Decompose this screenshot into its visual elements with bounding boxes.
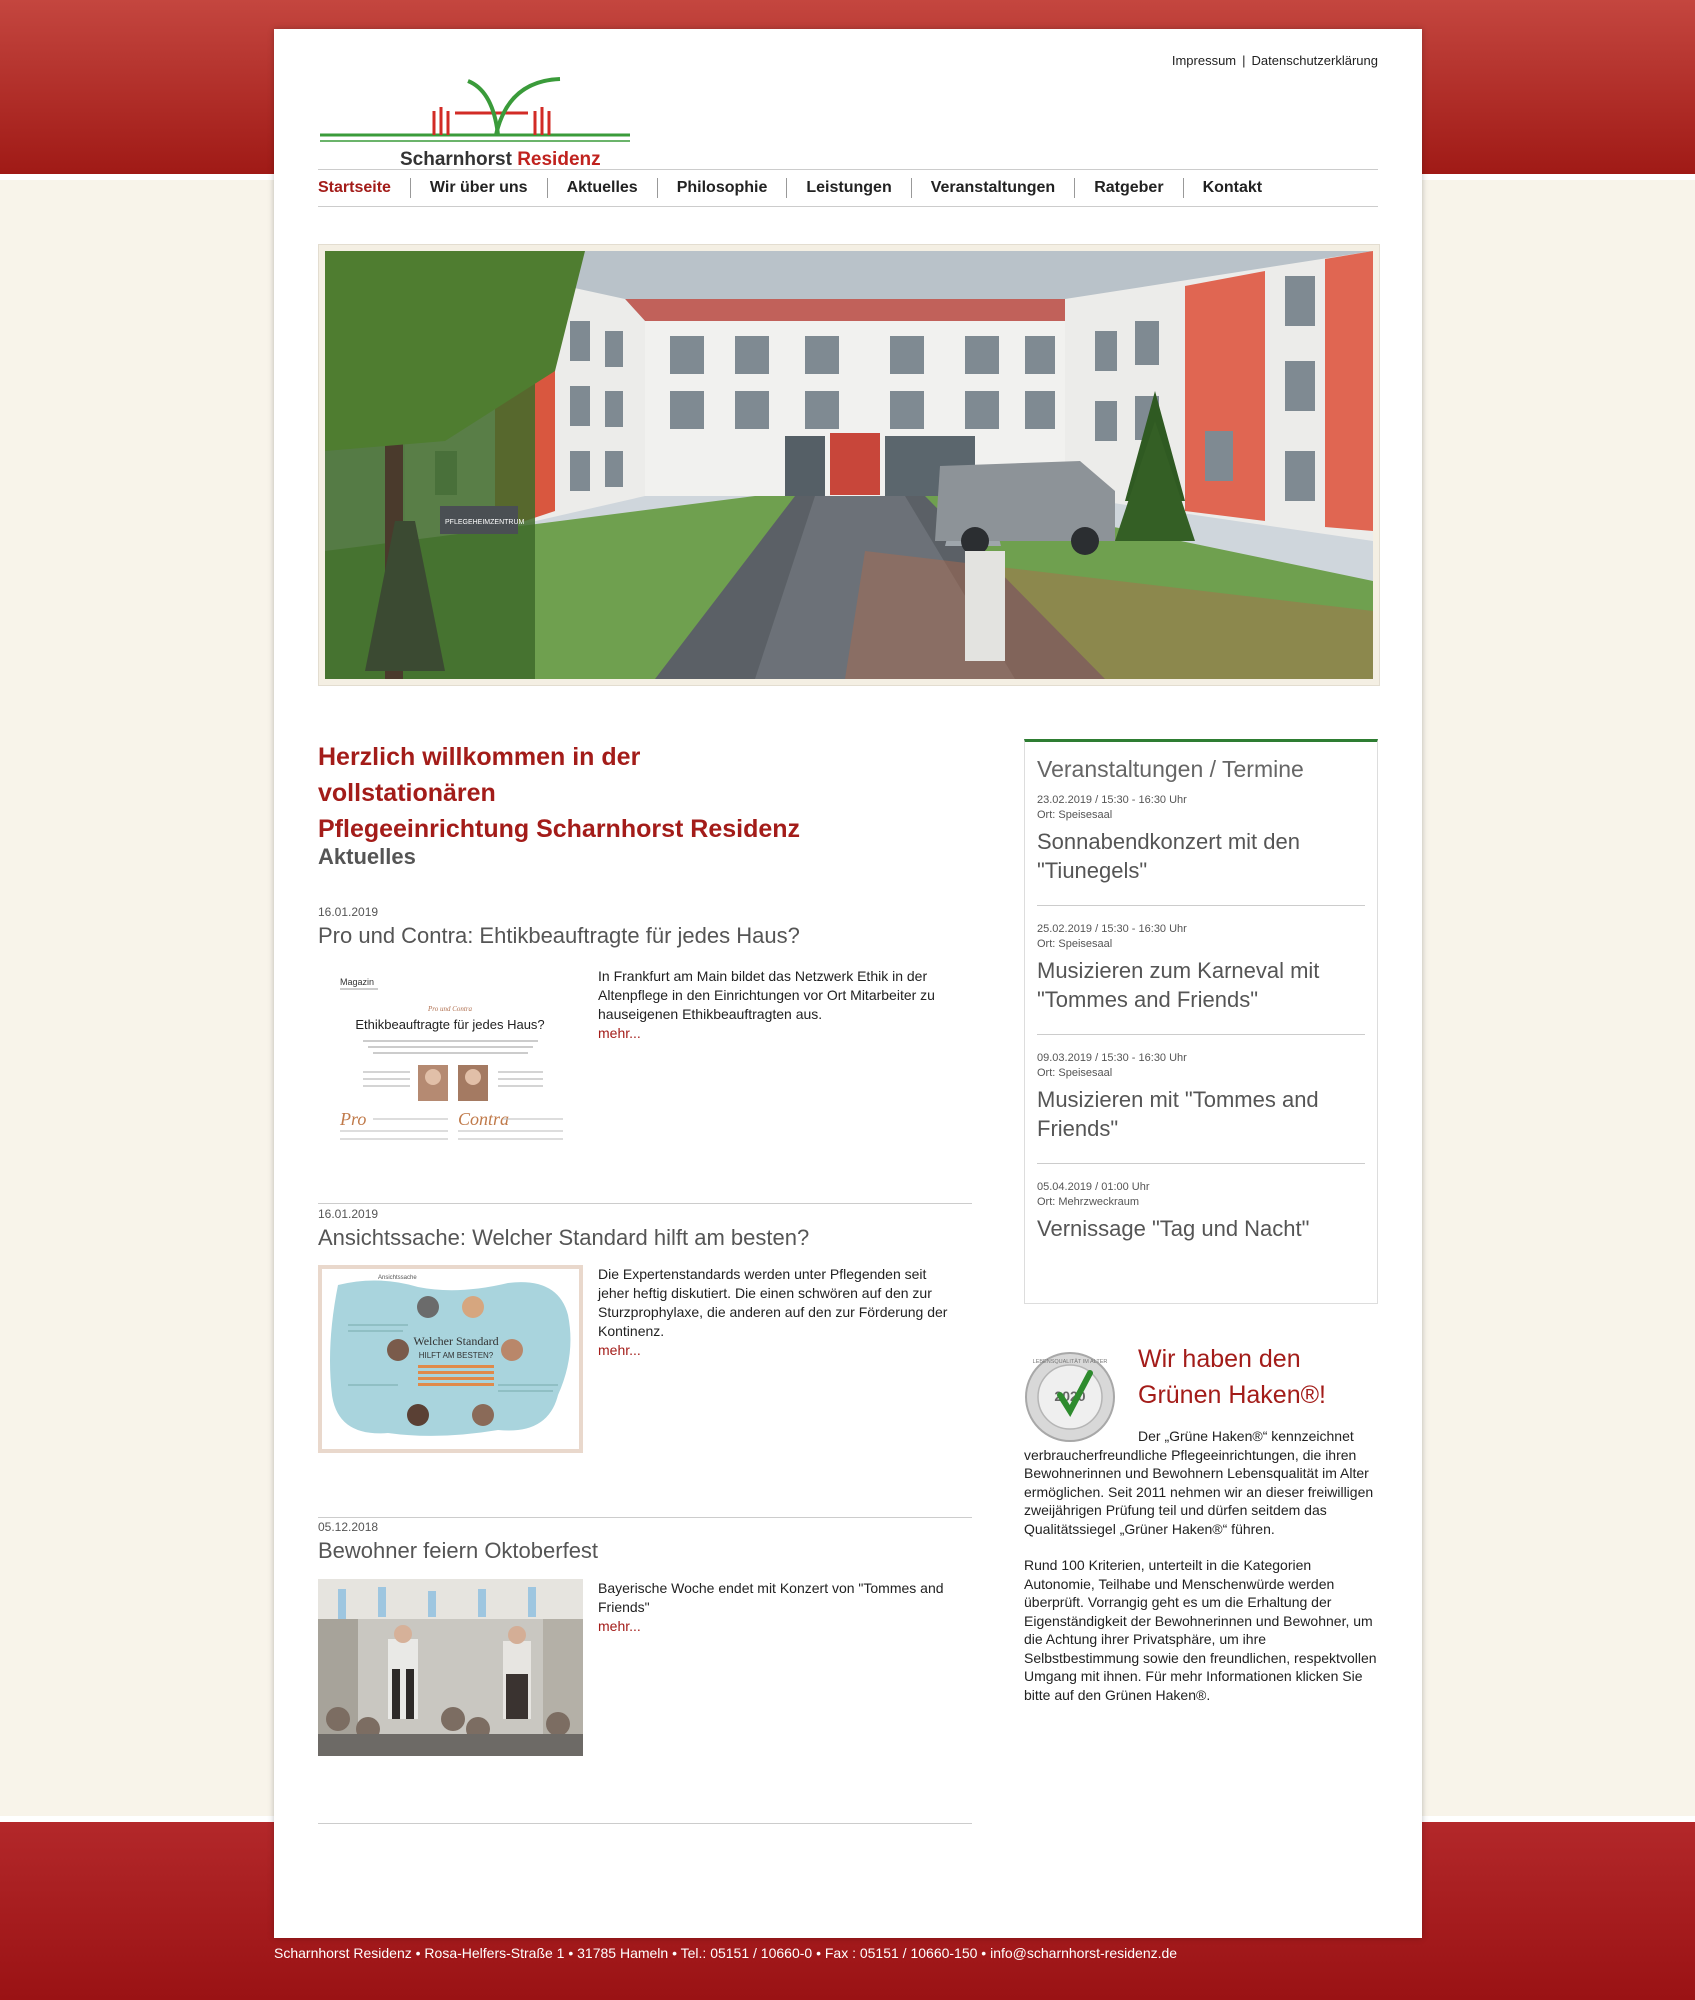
- nav-philosophie[interactable]: Philosophie: [657, 178, 787, 198]
- news-date: 05.12.2018: [318, 1520, 379, 1534]
- datenschutz-link[interactable]: Datenschutzerklärung: [1251, 53, 1378, 68]
- haken-paragraph-1: Der „Grüne Haken®“ kennzeichnet verbraucherfreundliche Pflegeeinrichtungen, die ihren Bewohnerinnen und Bewohnern Lebensqualität im Alter ermöglichen. Seit 2011 nehmen wir an dieser freiwilligen zweijährigen Prüfung teil und dürfen seitdem das Qualitätssiegel „Grüner Haken®“ führen.: [1024, 1428, 1374, 1537]
- news-teaser-text: Die Expertenstandards werden unter Pflegenden seit jeher heftig diskutiert. Die einen schwören auf den zur Sturzprophylaxe, die anderen auf den zur Förderung der Kontinenz.: [598, 1266, 948, 1339]
- thumb-contra: Contra: [458, 1109, 510, 1129]
- thumb-pro: Pro: [340, 1109, 367, 1129]
- hero-image: [318, 244, 1380, 686]
- news-teaser-text: In Frankfurt am Main bildet das Netzwerk Ethik in der Altenpflege in den Einrichtungen vor Ort Mitarbeiter zu hauseigenen Ethikbeauftragten aus.: [598, 968, 935, 1022]
- events-heading: Veranstaltungen / Termine: [1037, 756, 1304, 782]
- news-item: [318, 1520, 972, 1825]
- aktuelles-heading: Aktuelles: [318, 844, 416, 869]
- news-divider: [318, 1517, 972, 1518]
- event-item[interactable]: [1037, 1164, 1365, 1263]
- logo-text-scharnhorst: Scharnhorst: [400, 149, 512, 170]
- main-nav: [318, 169, 1378, 207]
- haken-title: [1138, 1341, 1378, 1413]
- gruener-haken-badge[interactable]: [1024, 1351, 1116, 1443]
- news-date: 16.01.2019: [318, 1207, 379, 1221]
- oktoberfest-photo: [318, 1579, 583, 1756]
- welcome-heading: [318, 739, 818, 847]
- news-date: 16.01.2019: [318, 905, 379, 919]
- event-title[interactable]: Musizieren mit "Tommes and Friends": [1037, 1087, 1319, 1141]
- event-title[interactable]: Sonnabendkonzert mit den "Tiunegels": [1037, 829, 1300, 883]
- news-teaser: [598, 1579, 958, 1636]
- building-photo: [325, 251, 1373, 679]
- haken-paragraph-2: Rund 100 Kriterien, unterteilt in die Kategorien Autonomie, Teilhabe und Menschenwürde werden überprüft. Vorrangig geht es um die Erhaltung der Eigenständigkeit der Bewohnerinnen und Bewohner, um die Achtung ihrer Privatsphäre, um ihre Selbstbestimmung sowie den freundlichen, respektvollen Umgang mit ihnen. Für mehr Informationen klicken Sie bitte auf den Grünen Haken®.: [1024, 1557, 1377, 1703]
- event-item[interactable]: [1037, 906, 1365, 1035]
- event-item[interactable]: [1037, 783, 1365, 906]
- impressum-link[interactable]: Impressum: [1171, 53, 1237, 68]
- nav-veranstaltungen[interactable]: Veranstaltungen: [911, 178, 1074, 198]
- news-more-link[interactable]: mehr...: [598, 1342, 641, 1358]
- event-datetime: 23.02.2019 / 15:30 - 16:30 Uhr: [1037, 794, 1187, 806]
- haken-title-line1: Wir haben den: [1138, 1345, 1301, 1373]
- event-item[interactable]: [1037, 1035, 1365, 1164]
- news-item: [318, 1207, 972, 1519]
- nav-aktuelles[interactable]: Aktuelles: [547, 178, 657, 198]
- footer-contact: Scharnhorst Residenz • Rosa-Helfers-Straße 1 • 31785 Hameln • Tel.: 05151 / 10660-0 • Fax : 05151 / 10660-150 • info@scharnhorst-residenz.de: [274, 1945, 1178, 1961]
- news-more-link[interactable]: mehr...: [598, 1618, 641, 1634]
- event-datetime: 25.02.2019 / 15:30 - 16:30 Uhr: [1037, 923, 1187, 935]
- haken-title-line2: Grünen Haken®!: [1138, 1381, 1326, 1409]
- news-thumb[interactable]: [318, 967, 583, 1147]
- check-seal-icon: [1024, 1351, 1116, 1443]
- nav-wir-ueber-uns[interactable]: Wir über uns: [410, 178, 547, 198]
- thumb-kicker: Pro und Contra: [427, 1005, 473, 1013]
- logo-text-residenz: Residenz: [517, 149, 601, 170]
- news-thumb[interactable]: [318, 1579, 583, 1756]
- link-separator: |: [1242, 53, 1246, 68]
- nav-leistungen[interactable]: Leistungen: [786, 178, 910, 198]
- thumb-ansichtssache-label: Ansichtssache: [378, 1275, 417, 1281]
- event-place: Ort: Speisesaal: [1037, 1067, 1113, 1079]
- welcome-line-1: Herzlich willkommen in der vollstationären: [318, 743, 641, 807]
- news-title[interactable]: Ansichtssache: Welcher Standard hilft am besten?: [318, 1225, 810, 1250]
- news-item: [318, 905, 972, 1205]
- svg-text:Scharnhorst Residenz: [400, 149, 601, 170]
- news-divider: [318, 1823, 972, 1824]
- event-datetime: 05.04.2019 / 01:00 Uhr: [1037, 1181, 1150, 1193]
- events-box: [1024, 739, 1378, 1304]
- magazine-thumbnail: [318, 967, 583, 1147]
- thumb-magazin-label: Magazin: [340, 977, 375, 987]
- nav-ratgeber[interactable]: Ratgeber: [1074, 178, 1182, 198]
- gruener-haken-section: [1024, 1341, 1378, 1704]
- event-place: Ort: Speisesaal: [1037, 938, 1113, 950]
- infographic-thumbnail: [318, 1265, 583, 1453]
- event-title[interactable]: Vernissage "Tag und Nacht": [1037, 1216, 1310, 1241]
- page-container: [274, 29, 1422, 1938]
- nav-startseite[interactable]: Startseite: [318, 179, 391, 196]
- event-title[interactable]: Musizieren zum Karneval mit "Tommes and Friends": [1037, 958, 1320, 1012]
- news-title[interactable]: Bewohner feiern Oktoberfest: [318, 1538, 599, 1563]
- top-links: [1172, 53, 1378, 68]
- thumb-standard-line1: Welcher Standard: [413, 1334, 499, 1348]
- thumb-standard-line2: HILFT AM BESTEN?: [418, 1351, 494, 1360]
- news-thumb[interactable]: [318, 1265, 583, 1453]
- event-place: Ort: Mehrzweckraum: [1037, 1196, 1140, 1208]
- hero-sign-text: PFLEGEHEIMZENTRUM: [445, 519, 525, 526]
- news-title[interactable]: Pro und Contra: Ehtikbeauftragte für jedes Haus?: [318, 923, 800, 948]
- welcome-line-2: Pflegeeinrichtung Scharnhorst Residenz: [318, 815, 801, 843]
- nav-kontakt[interactable]: Kontakt: [1183, 178, 1282, 198]
- logo-graphic: [318, 51, 638, 181]
- site-logo[interactable]: [318, 51, 638, 181]
- news-teaser: [598, 967, 958, 1043]
- badge-ring-text: LEBENSQUALITÄT IM ALTER: [1032, 1359, 1108, 1365]
- badge-year: 2020: [1054, 1388, 1086, 1404]
- thumb-headline: Ethikbeauftragte für jedes Haus?: [355, 1017, 545, 1032]
- news-more-link[interactable]: mehr...: [598, 1025, 641, 1041]
- event-datetime: 09.03.2019 / 15:30 - 16:30 Uhr: [1037, 1052, 1187, 1064]
- event-place: Ort: Speisesaal: [1037, 809, 1113, 821]
- news-divider: [318, 1203, 972, 1204]
- news-teaser: [598, 1265, 958, 1360]
- news-teaser-text: Bayerische Woche endet mit Konzert von "Tommes and Friends": [598, 1580, 944, 1615]
